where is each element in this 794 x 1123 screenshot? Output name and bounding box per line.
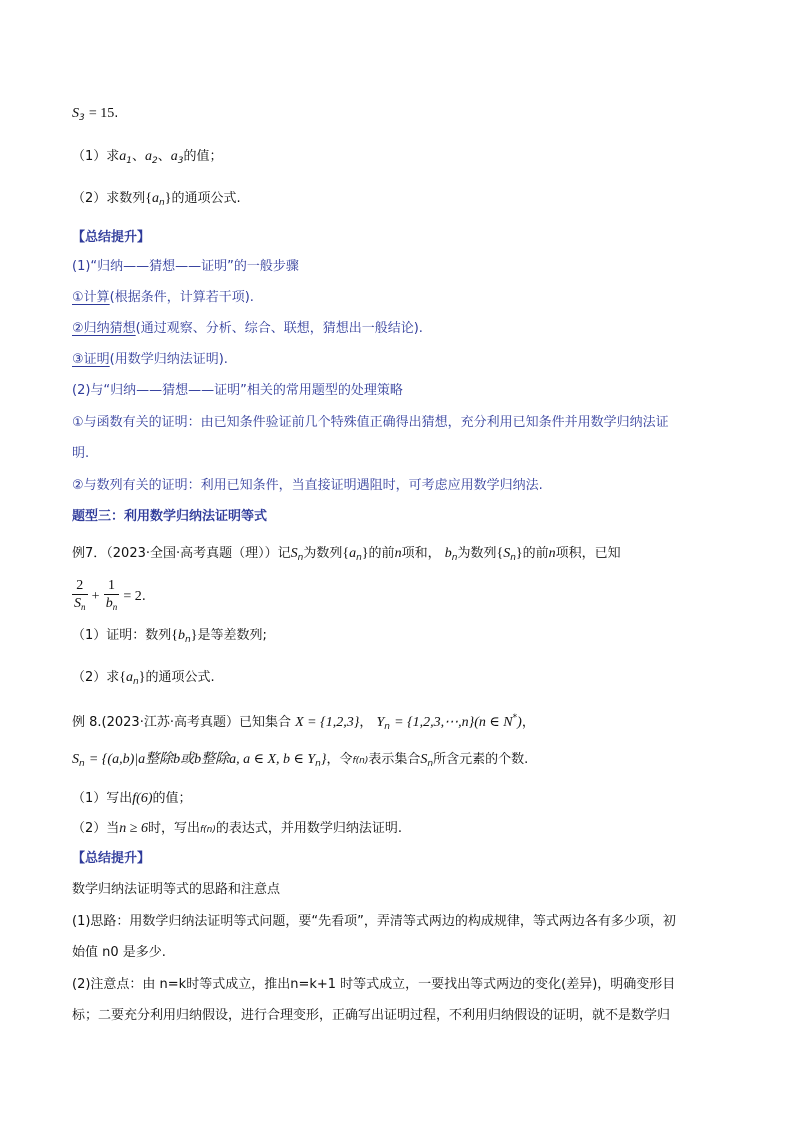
summary1-step2: ②归纳猜想(通过观察、分析、综合、联想，猜想出一般结论).: [72, 321, 423, 336]
fraction-1-over-bn: $\frac{1}{b_n}$: [105, 578, 118, 612]
question-2: （2）求数列$\{a_n\}$的通项公式.: [72, 191, 241, 208]
summary1-part1-title: (1)“归纳——猜想——证明”的一般步骤: [72, 259, 299, 274]
summary2-p2-line2: 标；二要充分利用归纳假设，进行合理变形，正确写出证明过程，不利用归纳假设的证明，就不是数学归: [72, 1008, 671, 1023]
summary-heading-1: 【总结提升】: [72, 230, 151, 245]
example-8-question-1: （1）写出f(6)的值；: [72, 791, 192, 806]
example-8-question-2: （2）当n ≥ 6时，写出f(n)的表达式，并用数学归纳法证明.: [72, 821, 403, 836]
summary2-p1-line1: (1)思路：用数学归纳法证明等式问题，要“先看项”，弄清等式两边的构成规律，等式两边各有多少项，初: [72, 914, 676, 929]
s3-line: $S_3 = 15$.: [72, 106, 119, 123]
section-title-type3: 题型三：利用数学归纳法证明等式: [72, 509, 268, 524]
summary1-step3: ③证明(用数学归纳法证明).: [72, 352, 228, 367]
summary1-step1: ①计算(根据条件，计算若干项).: [72, 290, 254, 305]
question-1: （1）求$a_1$、$a_2$、$a_3$的值；: [72, 149, 223, 166]
summary-heading-2: 【总结提升】: [72, 851, 151, 866]
example-7-question-1: （1）证明：数列$\{b_n\}$是等差数列;: [72, 628, 267, 645]
summary1-strategy1-line1: ①与函数有关的证明：由已知条件验证前几个特殊值正确得出猜想，充分利用已知条件并用数学归纳法证: [72, 415, 669, 430]
example-7-statement: 例7．（2023·全国·高考真题（理））记$S_n$为数列$\{a_n\}$的前n项和， $b_n$为数列$\{S_n\}$的前n项积，已知: [72, 546, 621, 563]
example-8-statement: 例 8.(2023·江苏·高考真题）已知集合 X = {1,2,3}， $Y_n$ = {1,2,3,⋯,n}(n ∈ N*)，: [72, 713, 535, 732]
fraction-2-over-sn: $\frac{2}{S_n}$: [74, 578, 86, 612]
summary2-p1-line2: 始值 n0 是多少.: [72, 945, 166, 960]
summary1-strategy2: ②与数列有关的证明：利用已知条件，当直接证明遇阻时，可考虑应用数学归纳法.: [72, 478, 543, 493]
s-variable: S: [72, 106, 79, 121]
example-7-equation: $\frac{2}{S_n}$ + $\frac{1}{b_n}$ = 2.: [72, 577, 724, 616]
summary2-title: 数学归纳法证明等式的思路和注意点: [72, 882, 281, 897]
summary1-part2-title: (2)与“归纳——猜想——证明”相关的常用题型的处理策略: [72, 383, 403, 398]
summary2-p2-line1: (2)注意点：由 n=k时等式成立，推出n=k+1 时等式成立，一要找出等式两边的变化(差异)，明确变形目: [72, 977, 676, 992]
example-7-question-2: （2）求$\{a_n\}$的通项公式.: [72, 670, 215, 687]
summary1-strategy1-line2: 明.: [72, 446, 90, 461]
example-8-set-definition: $S_n = \{(a,b)|a$整除b或b整除a, a ∈ X, b ∈ $Y_n$}，令f(n)表示集合$S_n$所含元素的个数.: [72, 752, 529, 769]
